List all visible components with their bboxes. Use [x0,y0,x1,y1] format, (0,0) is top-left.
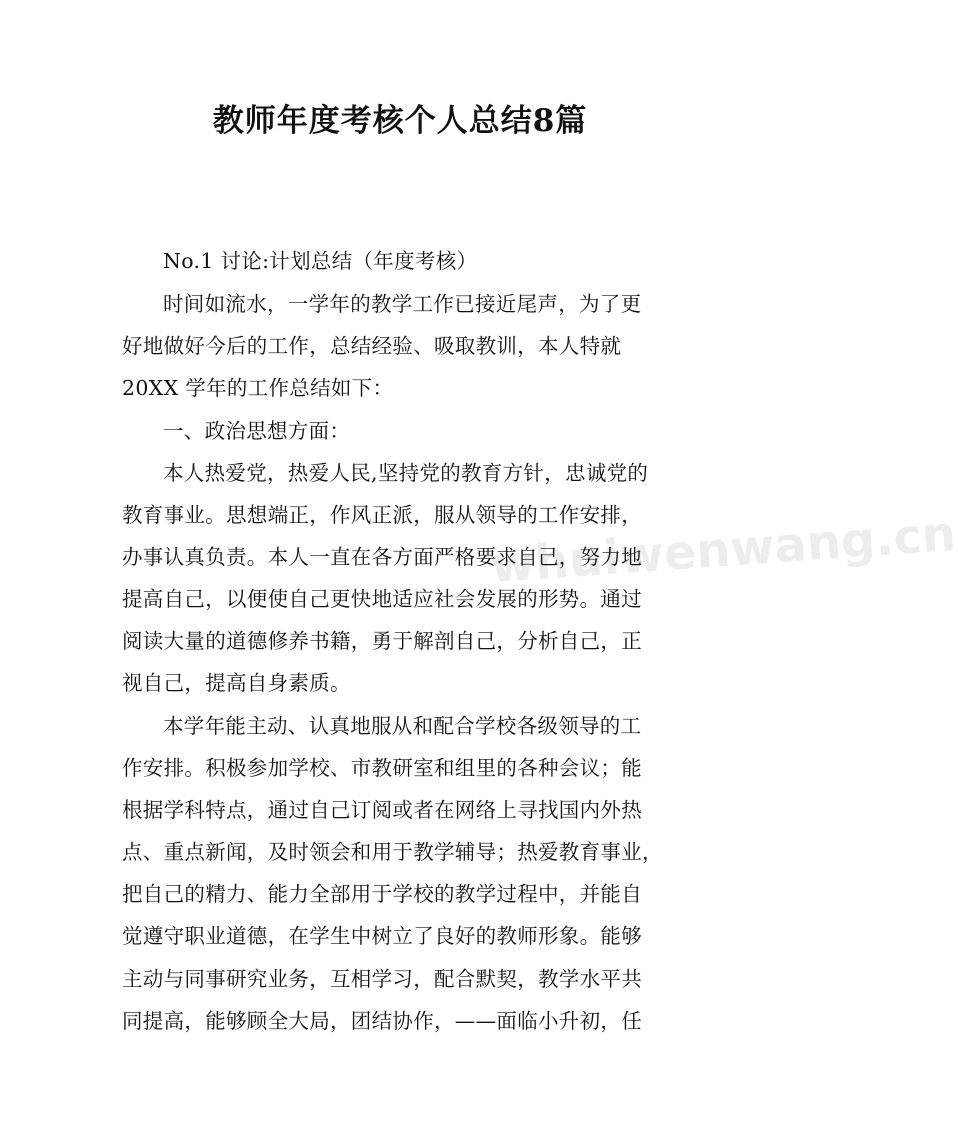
body-line: 办事认真负责。本人一直在各方面严格要求自己，努力地 [122,545,642,569]
body-line: 好地做好今后的工作，总结经验、吸取教训，本人特就 [122,334,622,358]
document-title: 教师年度考核个人总结8篇 [212,103,588,139]
watermark: whuiwenwang.cn [488,505,958,595]
body-line: 时间如流水，一学年的教学工作已接近尾声，为了更 [163,292,642,316]
body-line: 觉遵守职业道德，在学生中树立了良好的教师形象。能够 [122,924,642,948]
body-line: 把自己的精力、能力全部用于学校的教学过程中，并能自 [122,882,642,906]
body-line: 20XX 学年的工作总结如下： [122,376,394,400]
body-line: 视自己，提高自身素质。 [122,671,351,695]
body-line: 主动与同事研究业务，互相学习，配合默契，教学水平共 [122,967,642,991]
body-line: 本人热爱党，热爱人民,坚持党的教育方针，忠诚党的 [163,461,649,485]
body-line: 作安排。积极参加学校、市教研室和组里的各种会议；能 [122,756,642,780]
body-line: 本学年能主动、认真地服从和配合学校各级领导的工 [163,714,642,738]
body-line: 阅读大量的道德修养书籍，勇于解剖自己，分析自己，正 [122,629,642,653]
body-line: 提高自己，以便使自己更快地适应社会发展的形势。通过 [122,587,642,611]
subsection-heading: 一、政治思想方面： [163,419,351,443]
body-line: 教育事业。思想端正，作风正派，服从领导的工作安排， [122,503,642,527]
body-line: 点、重点新闻，及时领会和用于教学辅导；热爱教育事业， [122,840,663,864]
body-line: 根据学科特点，通过自己订阅或者在网络上寻找国内外热 [122,798,642,822]
body-line: 同提高，能够顾全大局，团结协作，——面临小升初，任 [122,1009,642,1033]
section-heading: No.1 讨论:计划总结（年度考核） [163,249,478,273]
